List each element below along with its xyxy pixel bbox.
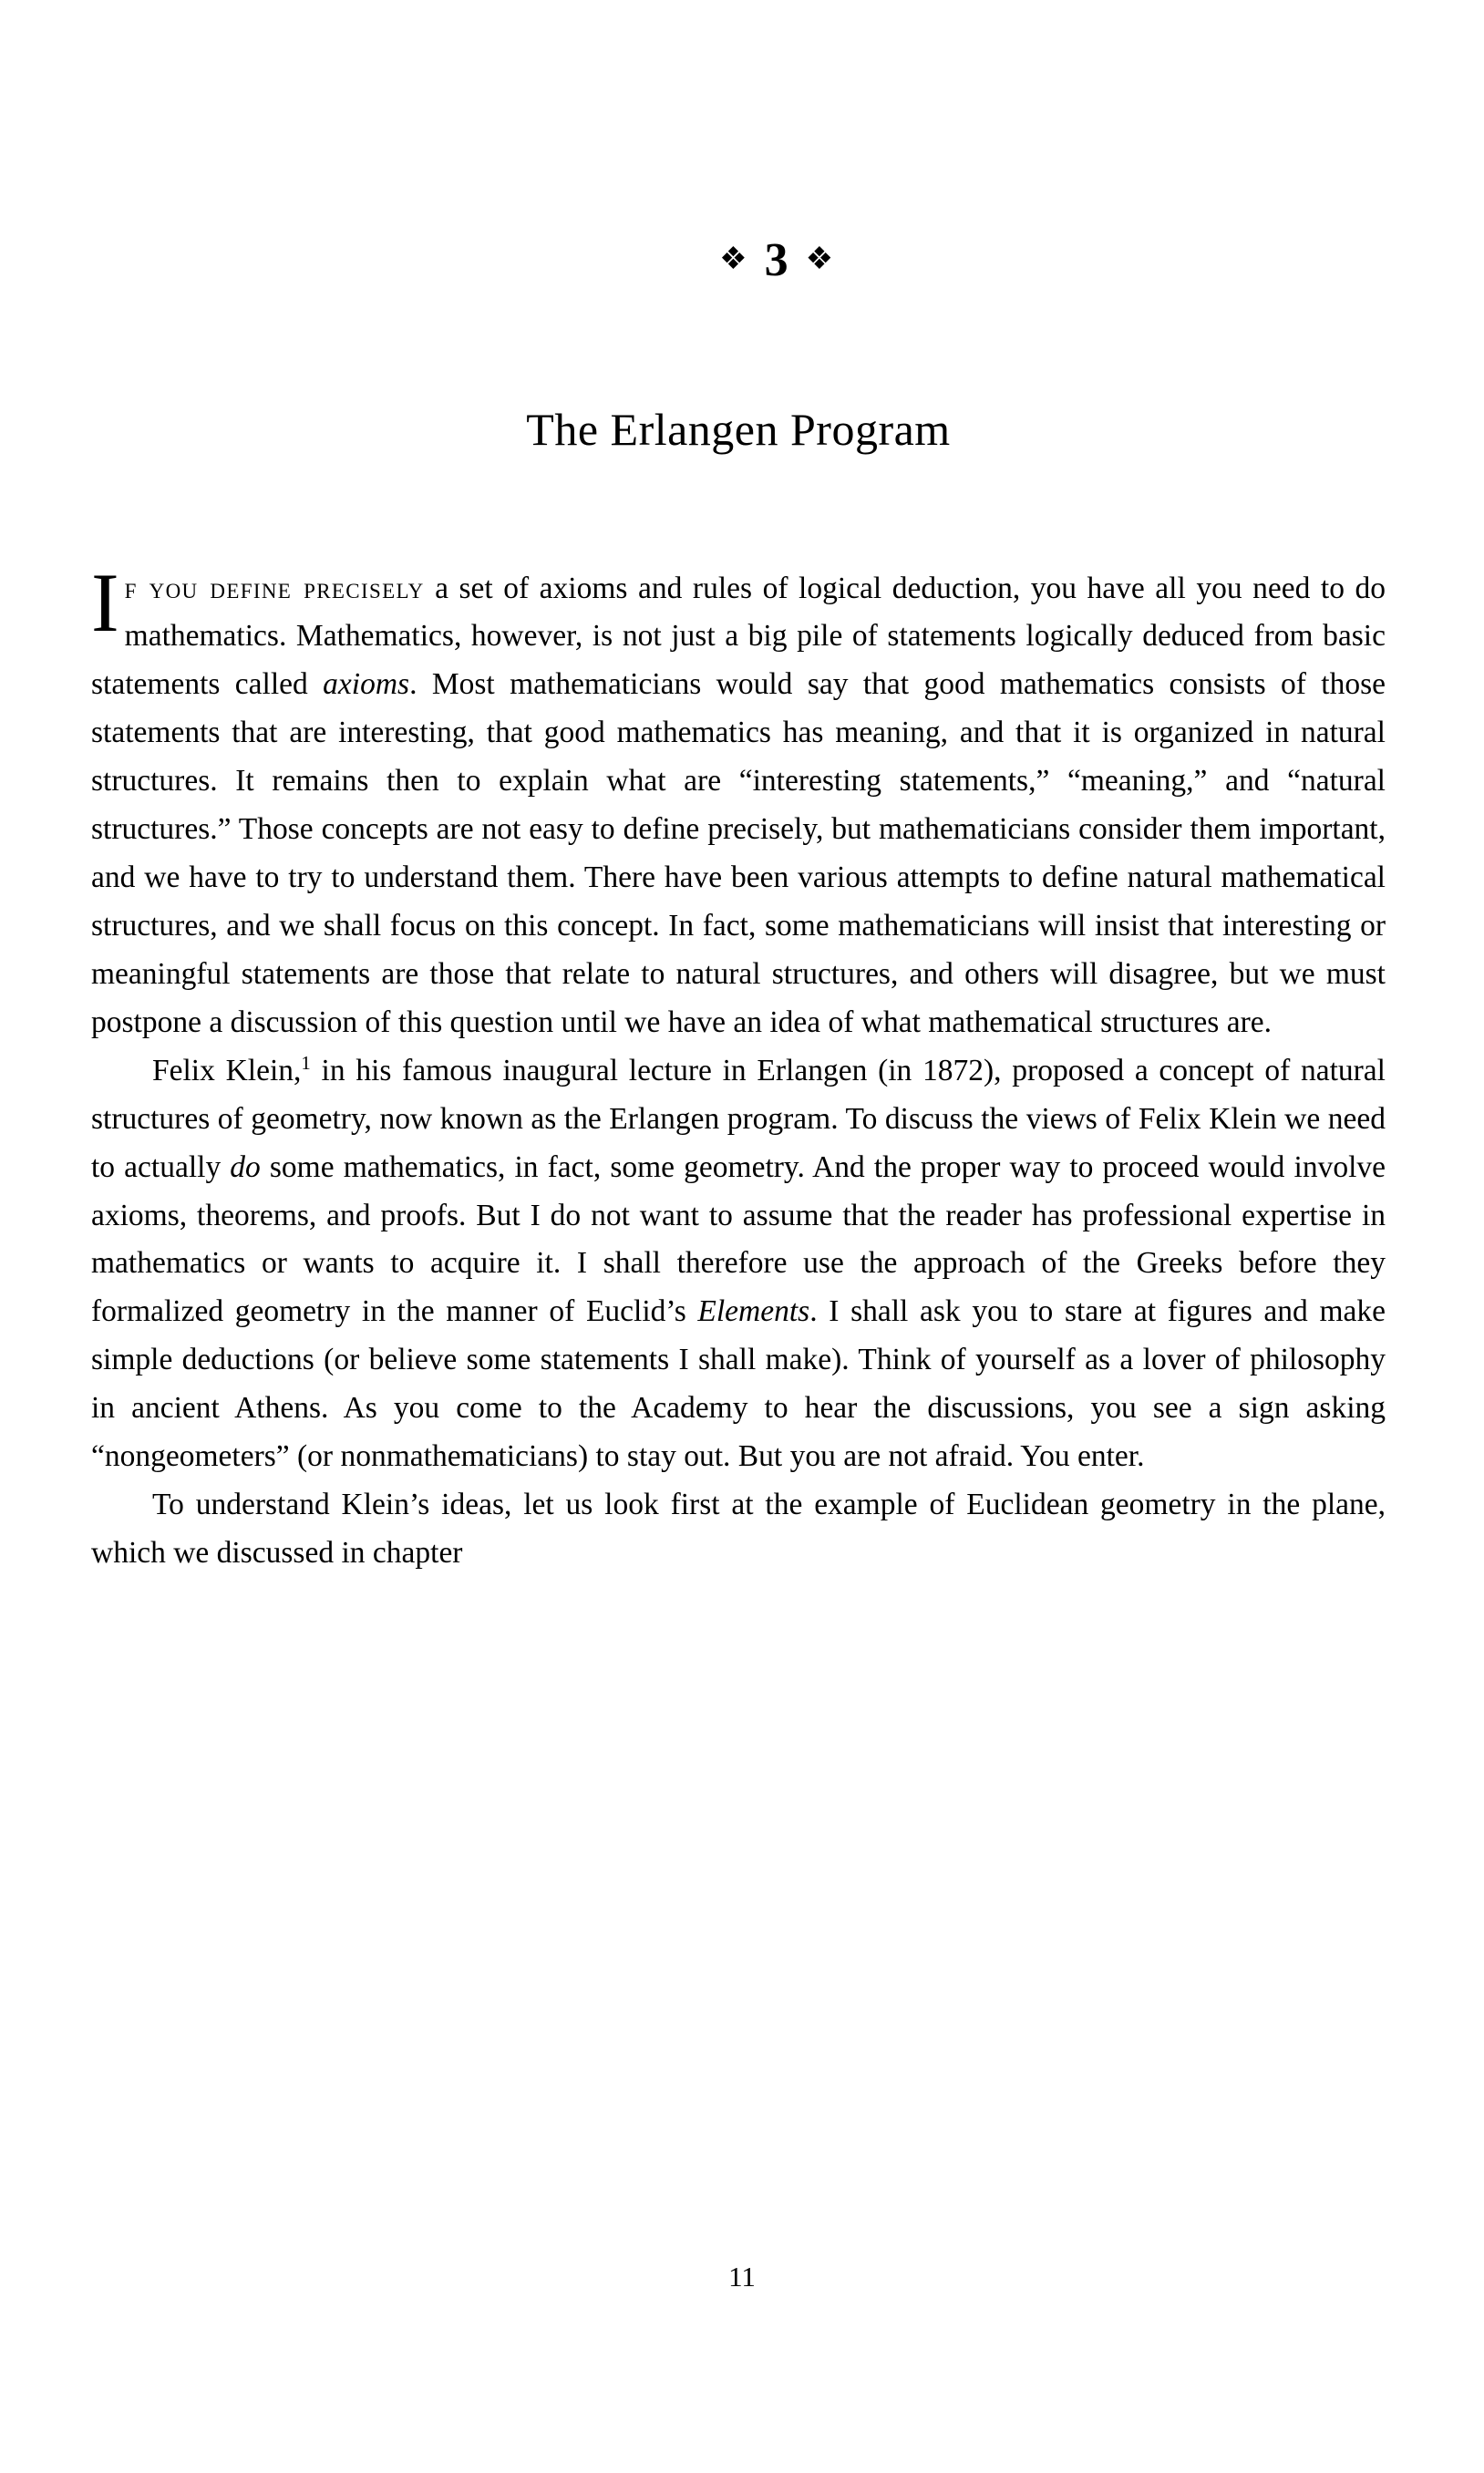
paragraph-2-text-a: Felix Klein,	[152, 1053, 302, 1087]
page-content	[91, 182, 1386, 1578]
paragraph-1-text-b: . Most mathematicians would say that good mathematics consists of those statements that are interesting, that good mathematics has meaning, and that it is organized in natural structures. It remains then to explain what are “interesting statements,” “meaning,” and “natural structures.” Those concepts are not easy to define precisely, but mathematicians consider them important, and we have to try to understand them. There have been various attempts to define natural mathematical structures, and we shall focus on this concept. In fact, some mathematicians will insist that interesting or meaningful statements are those that relate to natural structures, and others will disagree, but we must postpone a discussion of this question until we have an idea of what mathematical structures are.	[91, 667, 1386, 1039]
page-number: 11	[728, 2261, 756, 2293]
paragraph-2	[91, 1047, 1386, 1481]
diamond-ornament-right-icon: ❖	[805, 242, 835, 276]
emphasis-do: do	[230, 1149, 261, 1184]
paragraph-2-text-c: some mathematics, in fact, some geometry. And the proper way to proceed would involve axioms, theorems, and proofs. But I do not want to assume that the reader has professional expertise in mathematics or wants to acquire it. I shall therefore use the approach of the Greeks before they formalized geometry in the manner of Euclid’s	[91, 1149, 1386, 1329]
opening-small-caps: f you define precisely	[124, 571, 425, 605]
chapter-number: 3	[764, 234, 789, 287]
paragraph-3: To understand Klein’s ideas, let us look first at the example of Euclidean geometry in the plane, which we discussed in chapter	[91, 1488, 1386, 1570]
paragraph-1-text-a: a set of axioms and rules of logical deduction, you have all you need to do mathematics. Mathematics, however, is not just a big pile of statements logically deduced from basic statements called	[91, 571, 1386, 702]
title-elements: Elements	[697, 1294, 810, 1329]
chapter-number-line	[91, 182, 1386, 339]
paragraph-2-text-d: . I shall ask you to stare at figures and make simple deductions (or believe some statements I shall make). Think of yourself as a lover of philosophy in ancient Athens. As you come to the Academy to hear the discussions, you see a sign asking “nongeometers” (or nonmathematicians) to stay out. But you are not afraid. You enter.	[91, 1294, 1386, 1474]
body-text	[91, 555, 1386, 1578]
diamond-ornament-left-icon: ❖	[719, 242, 748, 276]
footnote-marker-1[interactable]: 1	[301, 1052, 311, 1074]
paragraph-2-text-b: in his famous inaugural lecture in Erlangen (in 1872), proposed a concept of natural structures of geometry, now known as the Erlangen program. To discuss the views of Felix Klein we need to actually	[91, 1053, 1386, 1184]
paragraph-1	[91, 555, 1386, 1047]
term-axioms: axioms	[323, 667, 410, 702]
chapter-title: The Erlangen Program	[526, 403, 951, 455]
drop-cap: I	[91, 555, 119, 649]
